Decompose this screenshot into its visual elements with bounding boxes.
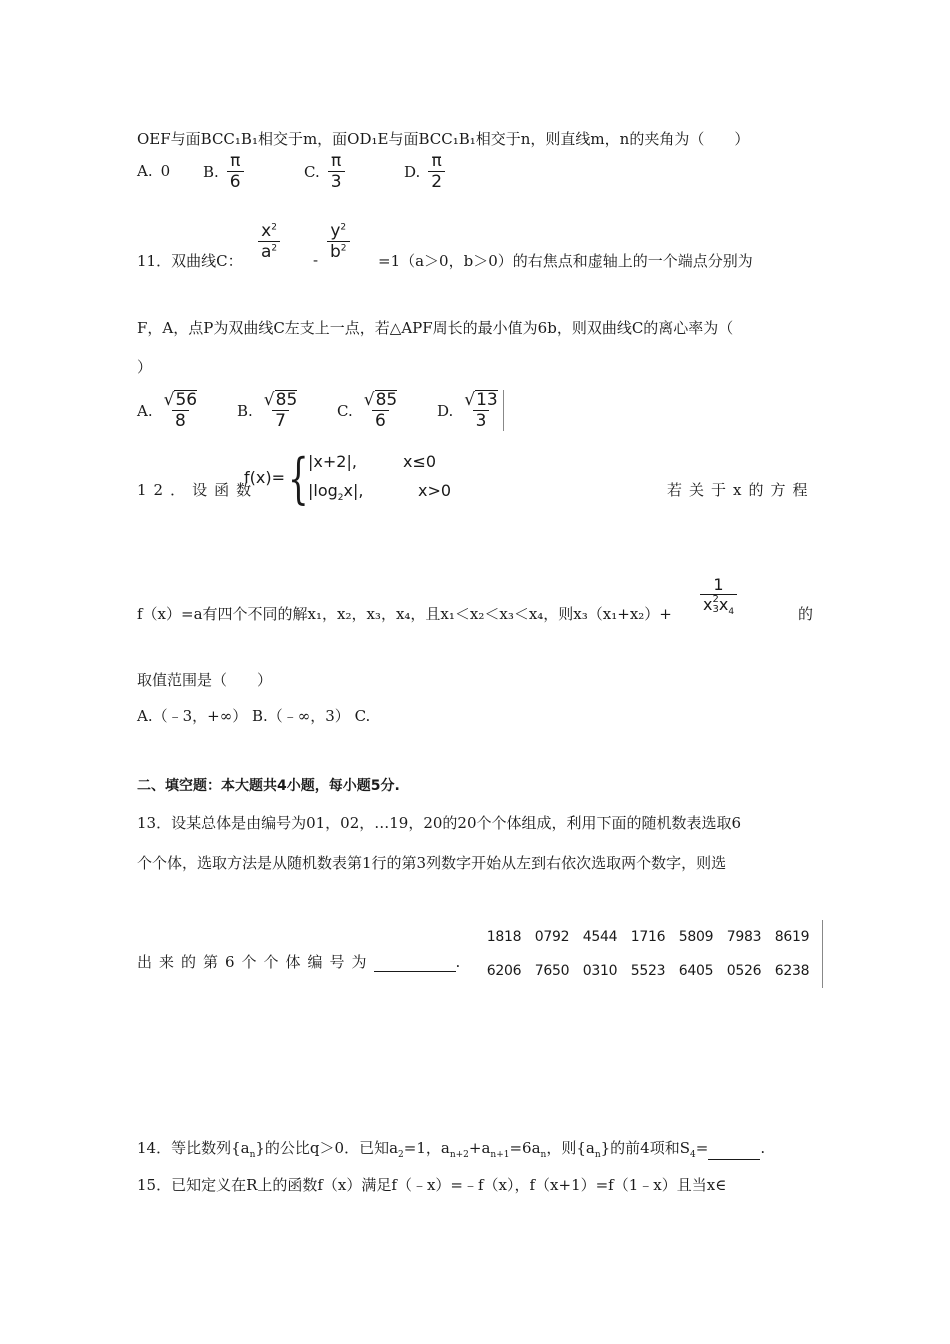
numerator: π — [331, 151, 342, 171]
fraction — [227, 152, 244, 192]
option-label: D. — [437, 401, 454, 420]
table-cell: 0792 — [534, 929, 570, 945]
fraction — [328, 152, 345, 192]
q12-line3: 取值范围是（ ） — [137, 671, 273, 689]
q12-line2-end: 的 — [798, 605, 814, 623]
table-row — [480, 954, 816, 988]
q11-minus: - — [313, 251, 319, 269]
radicand: 56 — [175, 390, 198, 410]
q10-line1: OEF与面BCC₁B₁相交于m，面OD₁E与面BCC₁B₁相交于n，则直线m，n的夹角为（ ） — [137, 130, 750, 148]
option-label: C. — [304, 163, 320, 182]
q12-options: A.（﹣3，+∞） B.（﹣∞，3） C. — [137, 707, 371, 725]
q10-option-d — [404, 152, 445, 192]
denominator: 3 — [473, 410, 490, 431]
radicand: 85 — [275, 390, 298, 410]
q12-case1-expr: |x+2|, — [308, 452, 357, 471]
q13-line3: 出来的第6个个体编号为 . — [137, 953, 461, 971]
q11-frac-x-over-a: $\frac{x^2}{a^2}$ — [258, 222, 280, 262]
radicand: 13 — [476, 390, 498, 410]
option-label: C. — [337, 401, 353, 420]
q11-option-c — [337, 390, 400, 431]
option-label: D. — [404, 163, 421, 182]
q11-prefix: 11．双曲线C： — [137, 252, 243, 270]
q10-option-c — [304, 152, 345, 192]
q11-option-b — [237, 390, 300, 431]
numerator: 1 — [713, 575, 724, 594]
fraction: $\frac{√85}{6}$ — [363, 390, 398, 431]
q11-line3: ） — [137, 358, 153, 376]
option-label: A. — [137, 162, 153, 180]
left-brace-icon: { — [288, 447, 309, 510]
q12-suffix: 若关于x的方程 — [667, 481, 815, 499]
denominator: 8 — [172, 410, 189, 431]
denominator: 7 — [272, 410, 289, 431]
q13-line1: 13．设某总体是由编号为01，02，…19，20的20个个体组成，利用下面的随机数表选取6 — [137, 814, 742, 832]
q10-option-a — [137, 162, 170, 180]
table-cell: 5523 — [630, 963, 666, 979]
option-label: B. — [237, 401, 253, 420]
q13-line2: 个个体，选取方法是从随机数表第1行的第3列数字开始从左到右依次选取两个数字，则选 — [137, 854, 727, 872]
q12-fraction — [700, 576, 737, 618]
answer-blank[interactable] — [708, 1159, 760, 1160]
q11-frac-y-over-b: $\frac{y^2}{b^2}$ — [327, 222, 350, 262]
denominator: 3 — [328, 171, 345, 192]
q11-line2: F，A，点P为双曲线C左支上一点，若△APF周长的最小值为6b，则双曲线C的离心率为（ — [137, 319, 734, 337]
q12-prefix: 12．设函数 — [137, 481, 259, 499]
table-row — [480, 920, 816, 954]
table-cell: 6238 — [774, 963, 810, 979]
numerator: π — [230, 151, 241, 171]
random-number-table — [480, 920, 823, 988]
option-label: B. — [203, 163, 219, 182]
q12-line2: f（x）=a有四个不同的解x₁，x₂，x₃，x₄，且x₁＜x₂＜x₃＜x₄，则x₃（x₁+x₂）+ — [137, 605, 672, 623]
q11-suffix: =1（a＞0，b＞0）的右焦点和虚轴上的一个端点分别为 — [378, 252, 753, 270]
denominator: 2 — [428, 171, 445, 192]
table-cell: 7650 — [534, 963, 570, 979]
q12-case2-cond: x>0 — [418, 481, 452, 500]
table-cell: 1716 — [630, 929, 666, 945]
q10-option-b — [203, 152, 244, 192]
q15-line1: 15．已知定义在R上的函数f（x）满足f（﹣x）=﹣f（x），f（x+1）=f（1﹣x）且当x∈ — [137, 1176, 727, 1194]
answer-blank[interactable] — [374, 971, 456, 972]
option-label: A. — [137, 401, 153, 420]
table-cell: 5809 — [678, 929, 714, 945]
q12-case2-expr: $|\log_2x|$, — [308, 481, 364, 504]
numerator: π — [431, 151, 442, 171]
table-cell: 1818 — [486, 929, 522, 945]
denominator: x 2 3 $x_4$ — [700, 594, 737, 618]
q12-case1-cond: x≤0 — [403, 452, 437, 471]
table-cell: 6206 — [486, 963, 522, 979]
q11-option-d — [437, 390, 504, 431]
q11-option-a — [137, 390, 200, 431]
denominator: 6 — [227, 171, 244, 192]
q14-line: 14．等比数列$\{a_n\}$的公比q＞0．已知$a_2=1$，$a_{n+2}+a_{n+1}=6a_n$，则$\{a_n\}$的前4项和$S_4=$ . — [137, 1139, 766, 1160]
radicand: 85 — [375, 390, 398, 410]
q12-f-def: f(x)= — [244, 468, 285, 487]
section-heading: 二、填空题：本大题共4小题，每小题5分. — [137, 778, 400, 794]
fraction: $\frac{√13}{3}$ — [461, 390, 503, 431]
table-cell: 8619 — [774, 929, 810, 945]
fraction: $\frac{√56}{8}$ — [163, 390, 198, 431]
table-cell: 4544 — [582, 929, 618, 945]
table-cell: 0310 — [582, 963, 618, 979]
fraction: $\frac{√85}{7}$ — [263, 390, 298, 431]
option-value: 0 — [160, 162, 171, 180]
table-cell: 0526 — [726, 963, 762, 979]
table-cell: 6405 — [678, 963, 714, 979]
fraction — [428, 152, 445, 192]
table-cell: 7983 — [726, 929, 762, 945]
denominator: 6 — [372, 410, 389, 431]
